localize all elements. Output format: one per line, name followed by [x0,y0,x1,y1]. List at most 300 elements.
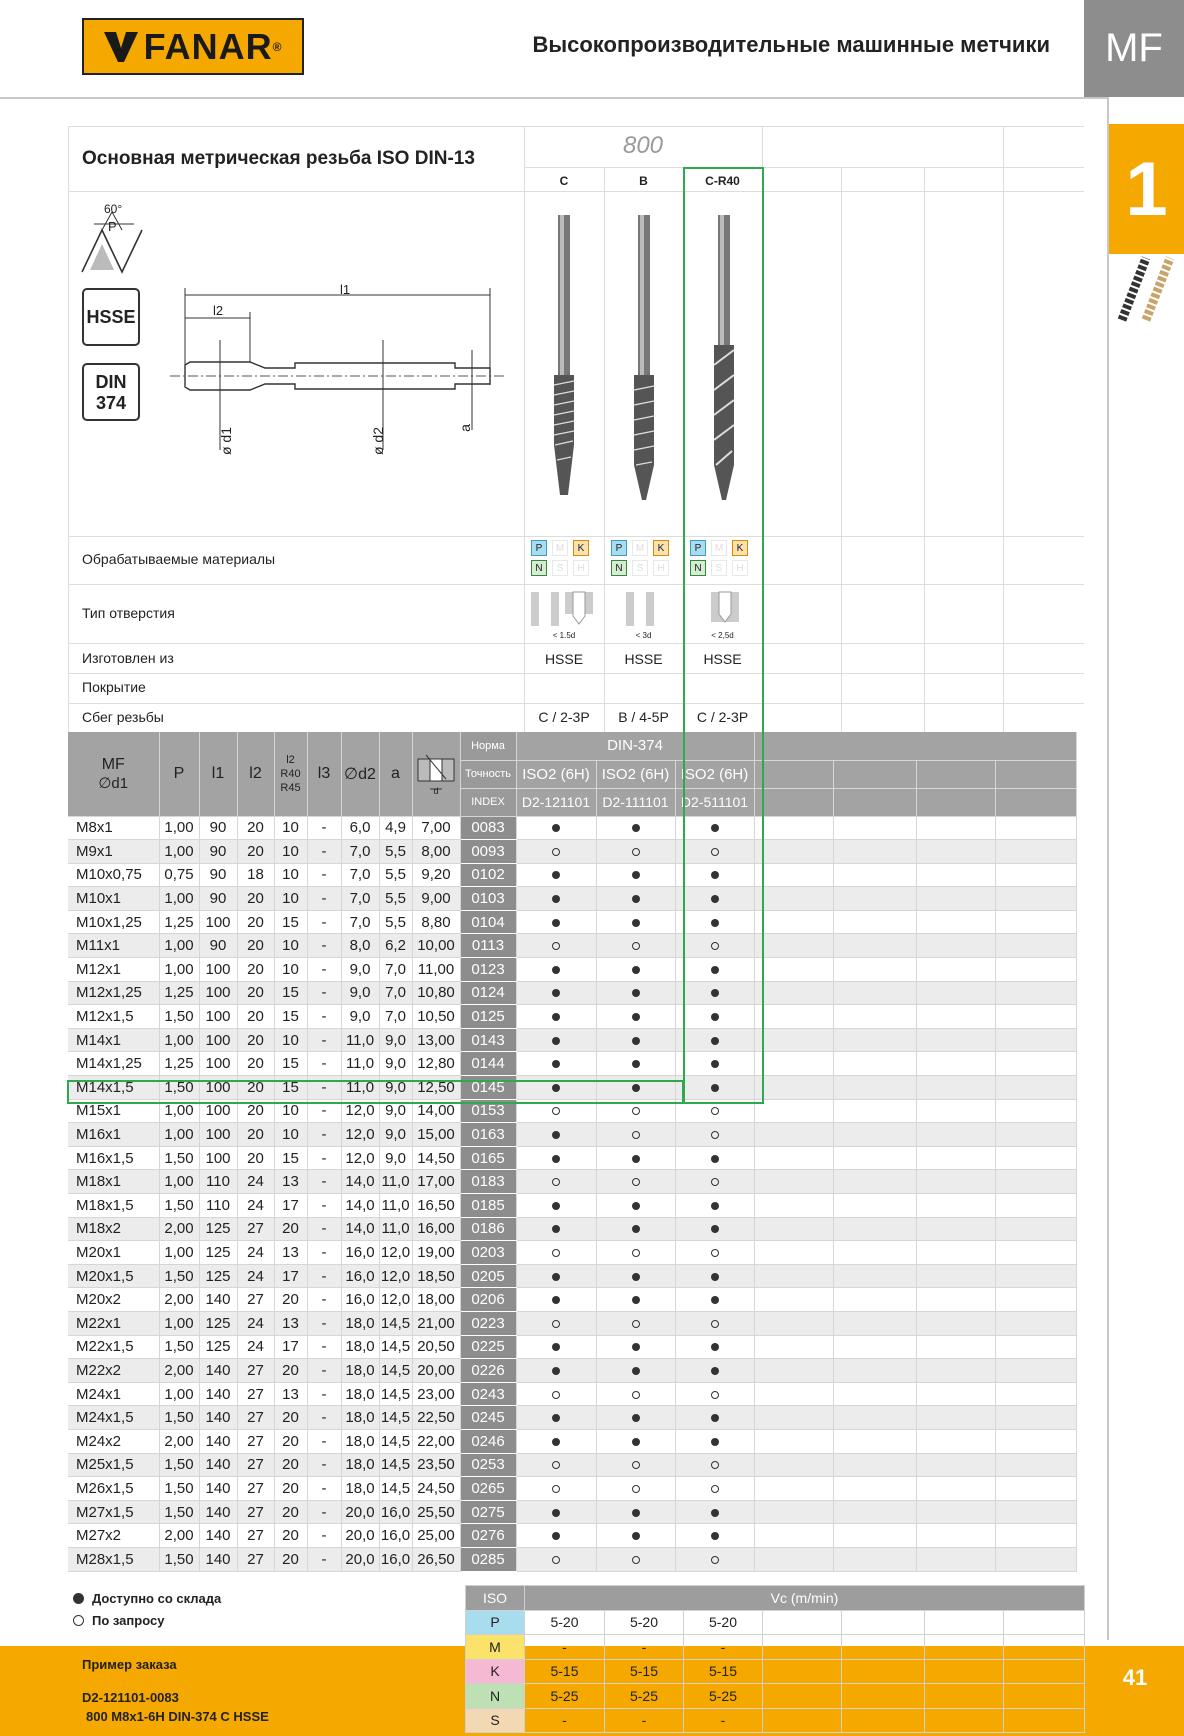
prop-materials-label: Обрабатываемые материалы [82,551,276,567]
empty-cell [995,760,1076,788]
availability-cell [675,1429,754,1453]
in-stock-dot-icon [632,1273,640,1281]
availability-cell [516,934,596,958]
value-cell: 9,0 [379,1146,412,1170]
col-l2-r40-r45: l2 R40 R45 [274,732,307,816]
empty-cell [833,1335,916,1359]
vc-value-cell: 5-25 [605,1684,684,1709]
availability-cell [516,840,596,864]
empty-cell [916,934,995,958]
value-cell: 1,50 [159,1264,199,1288]
vc-row [466,1635,1085,1660]
l1-dimension-label: l1 [340,282,351,297]
table-row [68,1359,1076,1383]
size-cell: M12x1 [68,958,159,982]
on-request-ring-icon [552,848,560,856]
empty-cell [833,1453,916,1477]
value-cell: 1,50 [159,1547,199,1571]
table-row [68,816,1076,840]
in-stock-dot-icon [711,1367,719,1375]
value-cell: 13 [274,1311,307,1335]
size-cell: M22x1,5 [68,1335,159,1359]
empty-cell [833,1359,916,1383]
on-request-ring-icon [632,942,640,950]
in-stock-dot-icon [552,1532,560,1540]
value-cell: 21,00 [412,1311,460,1335]
empty-cell [916,1170,995,1194]
empty-cell [916,1382,995,1406]
empty-cell [995,788,1076,816]
value-cell: 12,0 [341,1123,379,1147]
value-cell: 20 [237,1005,274,1029]
value-cell: 27 [237,1288,274,1312]
availability-cell [596,1123,675,1147]
empty-cell [995,1311,1076,1335]
material-k-badge: K [653,540,669,556]
empty-cell [754,760,833,788]
in-stock-dot-icon [632,1414,640,1422]
value-cell: 17 [274,1335,307,1359]
size-cell: M25x1,5 [68,1453,159,1477]
availability-cell [675,1477,754,1501]
grid-line [68,126,69,732]
index-cell: 0245 [460,1406,516,1430]
empty-cell [916,1429,995,1453]
index-cr40: D2-511101 [675,788,754,816]
availability-cell [516,1311,596,1335]
empty-cell [754,910,833,934]
empty-cell [763,1610,842,1635]
table-row [68,1453,1076,1477]
value-cell: 4,9 [379,816,412,840]
vc-header: Vc (m/min) [525,1586,1085,1611]
value-cell: 1,25 [159,910,199,934]
value-cell: 10 [274,887,307,911]
in-stock-dot-icon [711,1343,719,1351]
empty-cell [995,1359,1076,1383]
table-row [68,1477,1076,1501]
empty-cell [833,788,916,816]
availability-cell [516,981,596,1005]
empty-cell [916,1547,995,1571]
value-cell: - [307,981,341,1005]
value-cell: 1,00 [159,1123,199,1147]
value-cell: 16,0 [341,1264,379,1288]
value-cell: - [307,958,341,982]
empty-cell [754,1217,833,1241]
value-cell: 7,00 [412,816,460,840]
in-stock-dot-icon [552,1013,560,1021]
empty-cell [916,1005,995,1029]
grid-line [68,126,1084,127]
product-title: Основная метрическая резьба ISO DIN-13 [82,148,475,169]
empty-cell [995,1382,1076,1406]
empty-cell [833,863,916,887]
material-m-badge: M [552,540,568,556]
value-cell: 140 [199,1477,237,1501]
vc-value-cell: - [605,1635,684,1660]
vc-value-cell: 5-25 [525,1684,605,1709]
availability-cell [596,1146,675,1170]
empty-cell [754,958,833,982]
col-d2: ∅d2 [341,732,379,816]
in-stock-dot-icon [632,1296,640,1304]
series-number: 800 [622,132,664,159]
value-cell: 140 [199,1500,237,1524]
index-cell: 0125 [460,1005,516,1029]
empty-cell [995,1406,1076,1430]
value-cell: 20,50 [412,1335,460,1359]
material-k-badge: K [573,540,589,556]
empty-cell [916,1052,995,1076]
empty-cell [754,1288,833,1312]
value-cell: 15 [274,1076,307,1100]
availability-cell [516,1288,596,1312]
empty-cell [916,1359,995,1383]
value-cell: 8,00 [412,840,460,864]
legend-request: По запросу [73,1610,221,1632]
table-row [68,1335,1076,1359]
empty-cell [754,816,833,840]
legend [73,1588,221,1632]
value-cell: 140 [199,1453,237,1477]
empty-cell [925,1635,1004,1660]
value-cell: 17,00 [412,1170,460,1194]
empty-cell [754,1477,833,1501]
value-cell: 9,0 [379,1076,412,1100]
value-cell: 7,0 [341,910,379,934]
on-request-ring-icon [711,1320,719,1328]
availability-cell [516,1359,596,1383]
d2-dimension-label: ø d2 [370,426,387,456]
size-cell: M22x1 [68,1311,159,1335]
value-cell: 9,0 [379,1099,412,1123]
runout-b: B / 4-5P [618,709,669,725]
on-request-ring-icon [711,1556,719,1564]
value-cell: 24 [237,1335,274,1359]
value-cell: - [307,1241,341,1265]
availability-cell [596,1429,675,1453]
in-stock-dot-icon [711,1225,719,1233]
empty-cell [916,1477,995,1501]
registered-icon: ® [272,39,283,54]
vc-row [466,1610,1085,1635]
value-cell: 18,0 [341,1335,379,1359]
empty-cell [833,760,916,788]
empty-cell [916,1217,995,1241]
on-request-ring-icon [632,1461,640,1469]
availability-cell [516,1429,596,1453]
empty-cell [833,958,916,982]
value-cell: 20 [237,1123,274,1147]
empty-cell [754,840,833,864]
empty-cell [754,1264,833,1288]
value-cell: 5,5 [379,840,412,864]
value-cell: 9,0 [379,1123,412,1147]
value-cell: 14,50 [412,1146,460,1170]
empty-cell [925,1610,1004,1635]
value-cell: 11,0 [379,1170,412,1194]
empty-cell [995,1477,1076,1501]
index-c: D2-121101 [516,788,596,816]
material-groups-0 [531,540,589,576]
empty-cell [995,1217,1076,1241]
empty-cell [754,1311,833,1335]
value-cell: 9,20 [412,863,460,887]
index-cell: 0225 [460,1335,516,1359]
value-cell: 2,00 [159,1429,199,1453]
vc-value-cell: 5-15 [684,1659,763,1684]
prop-made-of-label: Изготовлен из [82,650,174,666]
empty-cell [1004,1684,1085,1709]
availability-cell [596,1005,675,1029]
value-cell: 15 [274,981,307,1005]
value-cell: 7,0 [379,958,412,982]
availability-cell [596,981,675,1005]
value-cell: 27 [237,1500,274,1524]
value-cell: 20 [237,1076,274,1100]
value-cell: - [307,1382,341,1406]
value-cell: 12,0 [379,1264,412,1288]
in-stock-dot-icon [552,1343,560,1351]
value-cell: 20 [274,1453,307,1477]
value-cell: - [307,1099,341,1123]
size-cell: M9x1 [68,840,159,864]
value-cell: 1,00 [159,1311,199,1335]
empty-cell [995,934,1076,958]
material-p-badge: P [531,540,547,556]
value-cell: 7,0 [341,887,379,911]
value-cell: 8,0 [341,934,379,958]
value-cell: 13 [274,1241,307,1265]
availability-cell [516,887,596,911]
size-cell: M18x2 [68,1217,159,1241]
logo-v-icon [104,32,138,62]
value-cell: 1,50 [159,1146,199,1170]
norm-value: DIN-374 [516,732,754,760]
empty-cell [995,1264,1076,1288]
size-cell: M16x1 [68,1123,159,1147]
value-cell: - [307,1547,341,1571]
table-row [68,1547,1076,1571]
availability-cell [596,1382,675,1406]
value-cell: 11,0 [341,1052,379,1076]
index-cell: 0276 [460,1524,516,1548]
value-cell: - [307,863,341,887]
empty-cell [995,1194,1076,1218]
value-cell: 16,00 [412,1217,460,1241]
value-cell: 16,50 [412,1194,460,1218]
availability-cell [596,1406,675,1430]
index-cell: 0253 [460,1453,516,1477]
grid-line [68,536,1084,537]
material-h-badge: H [732,560,748,576]
value-cell: 12,0 [379,1241,412,1265]
value-cell: 16,0 [341,1241,379,1265]
value-cell: 27 [237,1406,274,1430]
on-request-ring-icon [632,1178,640,1186]
value-cell: 18,50 [412,1264,460,1288]
value-cell: 140 [199,1547,237,1571]
value-cell: 9,0 [341,1005,379,1029]
on-request-ring-icon [552,1178,560,1186]
on-request-ring-icon [711,1107,719,1115]
col-l2: l2 [237,732,274,816]
availability-cell [596,1052,675,1076]
empty-cell [833,981,916,1005]
brand-name: FANAR [143,25,273,67]
value-cell: 12,80 [412,1052,460,1076]
table-row [68,1288,1076,1312]
in-stock-dot-icon [552,966,560,974]
col-a: a [379,732,412,816]
table-row [68,934,1076,958]
material-p-badge: P [690,540,706,556]
section-code-tab[interactable]: MF [1084,0,1184,97]
value-cell: - [307,1264,341,1288]
value-cell: 90 [199,887,237,911]
empty-cell [754,981,833,1005]
table-row [68,1241,1076,1265]
value-cell: 20 [274,1288,307,1312]
empty-cell [995,1335,1076,1359]
availability-cell [675,1500,754,1524]
section-number-tab[interactable]: 1 [1109,124,1184,254]
value-cell: 13 [274,1170,307,1194]
value-cell: - [307,816,341,840]
value-cell: 20 [274,1359,307,1383]
value-cell: 140 [199,1382,237,1406]
in-stock-dot-icon [552,1509,560,1517]
value-cell: - [307,1123,341,1147]
value-cell: 100 [199,958,237,982]
on-request-ring-icon [711,1178,719,1186]
value-cell: 110 [199,1194,237,1218]
prop-coating-label: Покрытие [82,679,146,695]
grid-line [841,167,842,732]
in-stock-dot-icon [632,824,640,832]
empty-cell [833,1028,916,1052]
value-cell: 100 [199,910,237,934]
empty-cell [754,1241,833,1265]
value-cell: 16,0 [341,1288,379,1312]
type-cr40-label: C-R40 [705,174,740,188]
table-row [68,958,1076,982]
vc-value-cell: - [605,1708,684,1733]
value-cell: 140 [199,1288,237,1312]
value-cell: - [307,1194,341,1218]
in-stock-dot-icon [552,824,560,832]
value-cell: 11,0 [379,1217,412,1241]
vc-row [466,1708,1085,1733]
value-cell: 7,0 [341,840,379,864]
value-cell: 19,00 [412,1241,460,1265]
value-cell: - [307,1005,341,1029]
value-cell: - [307,1429,341,1453]
size-cell: M12x1,5 [68,1005,159,1029]
value-cell: 0,75 [159,863,199,887]
value-cell: 18,0 [341,1477,379,1501]
row-index-label: INDEX [460,788,516,816]
availability-cell [596,1547,675,1571]
value-cell: - [307,934,341,958]
empty-cell [842,1659,925,1684]
value-cell: 20 [274,1547,307,1571]
empty-cell [916,1194,995,1218]
index-cell: 0165 [460,1146,516,1170]
value-cell: 20 [237,887,274,911]
empty-cell [916,1146,995,1170]
value-cell: 27 [237,1217,274,1241]
empty-cell [916,1241,995,1265]
empty-cell [833,816,916,840]
empty-cell [833,1311,916,1335]
size-cell: M18x1 [68,1170,159,1194]
size-cell: M10x1 [68,887,159,911]
value-cell: 110 [199,1170,237,1194]
value-cell: 11,0 [379,1194,412,1218]
availability-cell [596,1477,675,1501]
in-stock-dot-icon [711,1438,719,1446]
value-cell: 11,00 [412,958,460,982]
on-request-ring-icon [632,1320,640,1328]
taps-thumbnail-icon [1112,254,1184,326]
value-cell: - [307,1076,341,1100]
empty-cell [995,840,1076,864]
runout-c: C / 2-3P [538,709,590,725]
size-cell: M27x2 [68,1524,159,1548]
material-m-badge: M [711,540,727,556]
size-cell: M11x1 [68,934,159,958]
table-row [68,863,1076,887]
value-cell: 1,50 [159,1453,199,1477]
value-cell: 14,5 [379,1406,412,1430]
availability-cell [516,1123,596,1147]
value-cell: - [307,1500,341,1524]
empty-cell [833,1052,916,1076]
value-cell: 140 [199,1524,237,1548]
order-description: 800 M8x1-6H DIN-374 C HSSE [86,1709,269,1724]
value-cell: 1,00 [159,1170,199,1194]
value-cell: 20 [237,958,274,982]
grid-line [604,167,605,732]
in-stock-dot-icon [632,989,640,997]
value-cell: 14,5 [379,1477,412,1501]
vc-row [466,1684,1085,1709]
vc-value-cell: 5-25 [684,1684,763,1709]
value-cell: 7,0 [379,1005,412,1029]
empty-cell [754,1194,833,1218]
in-stock-dot-icon [632,966,640,974]
value-cell: 11,0 [341,1076,379,1100]
on-request-ring-icon [711,1249,719,1257]
availability-cell [516,1241,596,1265]
value-cell: 15 [274,910,307,934]
in-stock-dot-icon [632,1060,640,1068]
value-cell: 13,00 [412,1028,460,1052]
empty-cell [916,816,995,840]
value-cell: 25,00 [412,1524,460,1548]
material-n-badge: N [690,560,706,576]
value-cell: 1,50 [159,1076,199,1100]
availability-cell [675,1453,754,1477]
in-stock-dot-icon [552,1438,560,1446]
value-cell: 125 [199,1264,237,1288]
value-cell: 18,0 [341,1311,379,1335]
empty-cell [833,1382,916,1406]
value-cell: 5,5 [379,863,412,887]
value-cell: - [307,1146,341,1170]
